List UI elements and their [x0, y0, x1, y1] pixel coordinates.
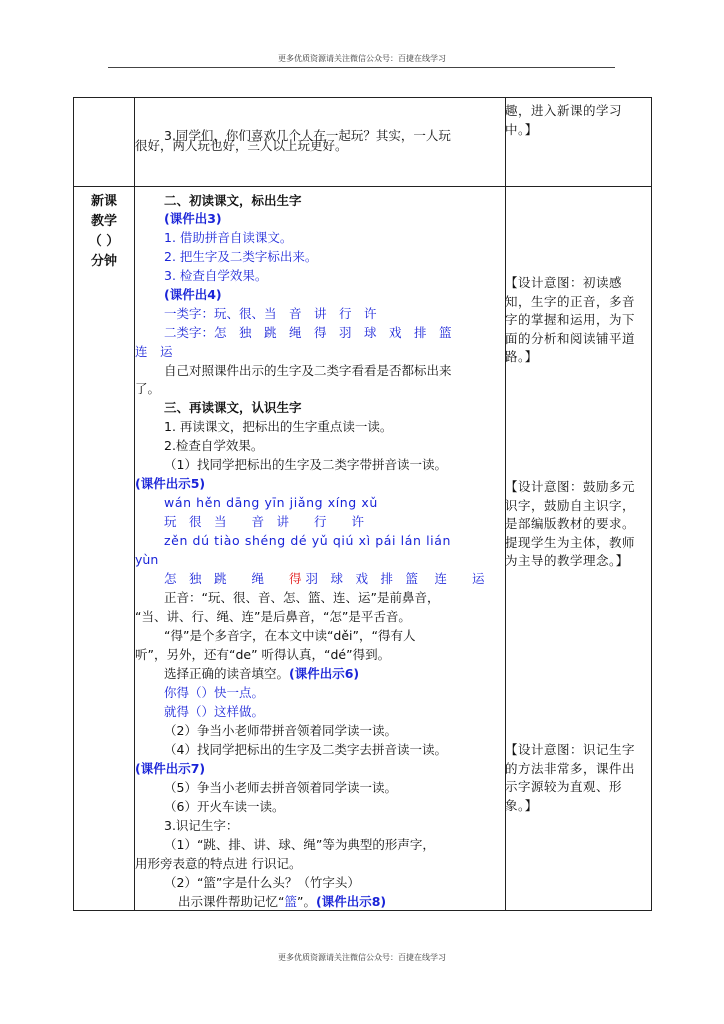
- courseware-3: (课件出3): [164, 211, 222, 226]
- self-check-1: 自己对照课件出示的生字及二类字看看是否都标出来: [164, 363, 452, 378]
- hanzi-line-2: [164, 570, 484, 588]
- reread-4: （2）争当小老师带拼音领着同学读一读。: [164, 723, 397, 738]
- label-line-1: 新课: [90, 194, 117, 209]
- row1-note-line-2: 中。】: [505, 121, 538, 137]
- memorize-title: 3.识记生字：: [164, 818, 239, 833]
- memorize-3-end: ”。: [297, 894, 316, 909]
- char-lan: 篮: [284, 894, 297, 909]
- courseware-7: (课件出示7): [135, 761, 206, 776]
- design-note-1: [505, 274, 651, 367]
- exercise-2: 就得（）这样做。: [164, 704, 265, 719]
- label-line-2: 教学: [90, 214, 117, 229]
- note3-line-3: 示字源较为直观、形: [505, 779, 623, 795]
- memorize-3: [178, 893, 386, 911]
- note3-line-1: 【设计意图：识记生字: [505, 742, 636, 757]
- label-line-4: 分钟: [90, 254, 117, 269]
- hanzi-line-2-part-b: 羽 球 戏 排 篮 连 运: [301, 571, 485, 586]
- page-footer: 更多优质资源请关注微信公众号：百捷在线学习: [278, 953, 446, 962]
- step-2: 2. 把生字及二类字标出来。: [164, 249, 318, 264]
- exercise-1: 你得（）快一点。: [164, 685, 265, 700]
- polyphone-2: 听”，另外，还有“de” 听得认真，“dé”得到。: [135, 647, 391, 662]
- section-2-title: 二、初读课文，标出生字: [164, 193, 302, 208]
- pinyin-line-2-cont: yùn: [135, 552, 159, 567]
- note2-line-3: 是部编版教材的要求。: [505, 516, 636, 532]
- reread-6: （5）争当小老师去拼音领着同学读一读。: [164, 780, 397, 795]
- note1-line-4: 面的分析和阅读铺平道: [505, 330, 636, 346]
- note2-line-4: 提现学生为主体，教师: [505, 534, 636, 550]
- courseware-4: (课件出4): [164, 287, 222, 302]
- reread-5: （4）找同学把标出的生字及二类字去拼音读一读。: [164, 742, 447, 757]
- page-header: 更多优质资源请关注微信公众号：百捷在线学习: [278, 54, 446, 63]
- courseware-6: (课件出示6): [289, 666, 360, 681]
- note2-line-1: 【设计意图：鼓励多元: [505, 479, 636, 494]
- pinyin-line-1: wán hěn dāng yīn jiǎng xíng xǔ: [164, 495, 378, 510]
- hanzi-line-1: 玩 很 当 音 讲 行 许: [164, 514, 365, 529]
- memorize-1-cont: 用形旁表意的特点进 行识记。: [135, 856, 302, 871]
- note1-line-1: 【设计意图：初读感: [505, 275, 623, 290]
- step-3: 3. 检查自学效果。: [164, 268, 268, 283]
- row1-note: [505, 102, 651, 139]
- reread-7: （6）开火车读一读。: [164, 799, 285, 814]
- class-1-chars: 一类字：玩、很、当 音 讲 行 许: [164, 306, 377, 321]
- choose-reading: [164, 665, 359, 683]
- hanzi-line-2-part-a: 怎 独 跳 绳: [164, 571, 290, 586]
- polyphone-1: “得”是个多音字，在本文中读“děi”，“得有人: [164, 628, 416, 643]
- note1-line-5: 路。】: [505, 349, 538, 365]
- courseware-5: (课件出示5): [135, 476, 206, 491]
- pinyin-line-2: zěn dú tiào shéng dé yǔ qiú xì pái lán lián: [164, 533, 452, 548]
- note3-line-4: 象。】: [505, 797, 538, 813]
- label-line-3: （ ）: [88, 234, 120, 249]
- courseware-8: (课件出示8): [315, 894, 387, 909]
- note3-line-2: 的方法非常多，课件出: [505, 760, 636, 776]
- col-divider-1: [134, 97, 135, 911]
- hanzi-de-red: 得: [289, 571, 302, 586]
- self-check-2: 了。: [135, 381, 161, 396]
- class-2-chars: 二类字：怎 独 跳 绳 得 羽 球 戏 排 篮: [164, 325, 452, 340]
- memorize-1: （1）“跳、排、讲、球、绳”等为典型的形声字，: [164, 837, 435, 852]
- pronunciation-1: 正音：“玩、很、音、怎、篮、连、运”是前鼻音，: [164, 590, 440, 605]
- class-2-chars-cont: 连 运: [135, 344, 173, 359]
- section-label: [74, 192, 134, 272]
- row1-line-2: 很好，两人玩也好，三人以上玩更好。: [135, 138, 348, 153]
- pronunciation-2: “当、讲、行、绳、连”是后鼻音，“怎”是平舌音。: [135, 609, 411, 624]
- row-divider: [73, 186, 652, 187]
- note1-line-3: 字的掌握和运用，为下: [505, 312, 636, 328]
- design-note-3: [505, 741, 651, 815]
- row1-note-line-1: 趣，进入新课的学习: [505, 103, 623, 118]
- memorize-3-text: 出示课件帮助记忆“: [178, 894, 285, 909]
- step-1: 1. 借助拼音自读课文。: [164, 230, 293, 245]
- reread-2: 2.检查自学效果。: [164, 438, 264, 453]
- memorize-2: （2）“篮”字是什么头？（竹字头）: [164, 875, 360, 890]
- note2-line-5: 为主导的教学理念。】: [505, 553, 629, 569]
- choose-reading-text: 选择正确的读音填空。: [164, 666, 290, 681]
- design-note-2: [505, 478, 651, 571]
- header-rule: [108, 67, 615, 68]
- row1-line-1: 3.同学们，你们喜欢几个人在一起玩？其实，一人玩: [164, 128, 451, 143]
- reread-3: （1）找同学把标出的生字及二类字带拼音读一读。: [164, 457, 447, 472]
- note1-line-2: 知，生字的正音，多音: [505, 293, 636, 309]
- section-3-title: 三、再读课文，认识生字: [164, 400, 302, 415]
- reread-1: 1. 再读课文，把标出的生字重点读一读。: [164, 419, 393, 434]
- note2-line-2: 识字，鼓励自主识字，: [505, 497, 636, 513]
